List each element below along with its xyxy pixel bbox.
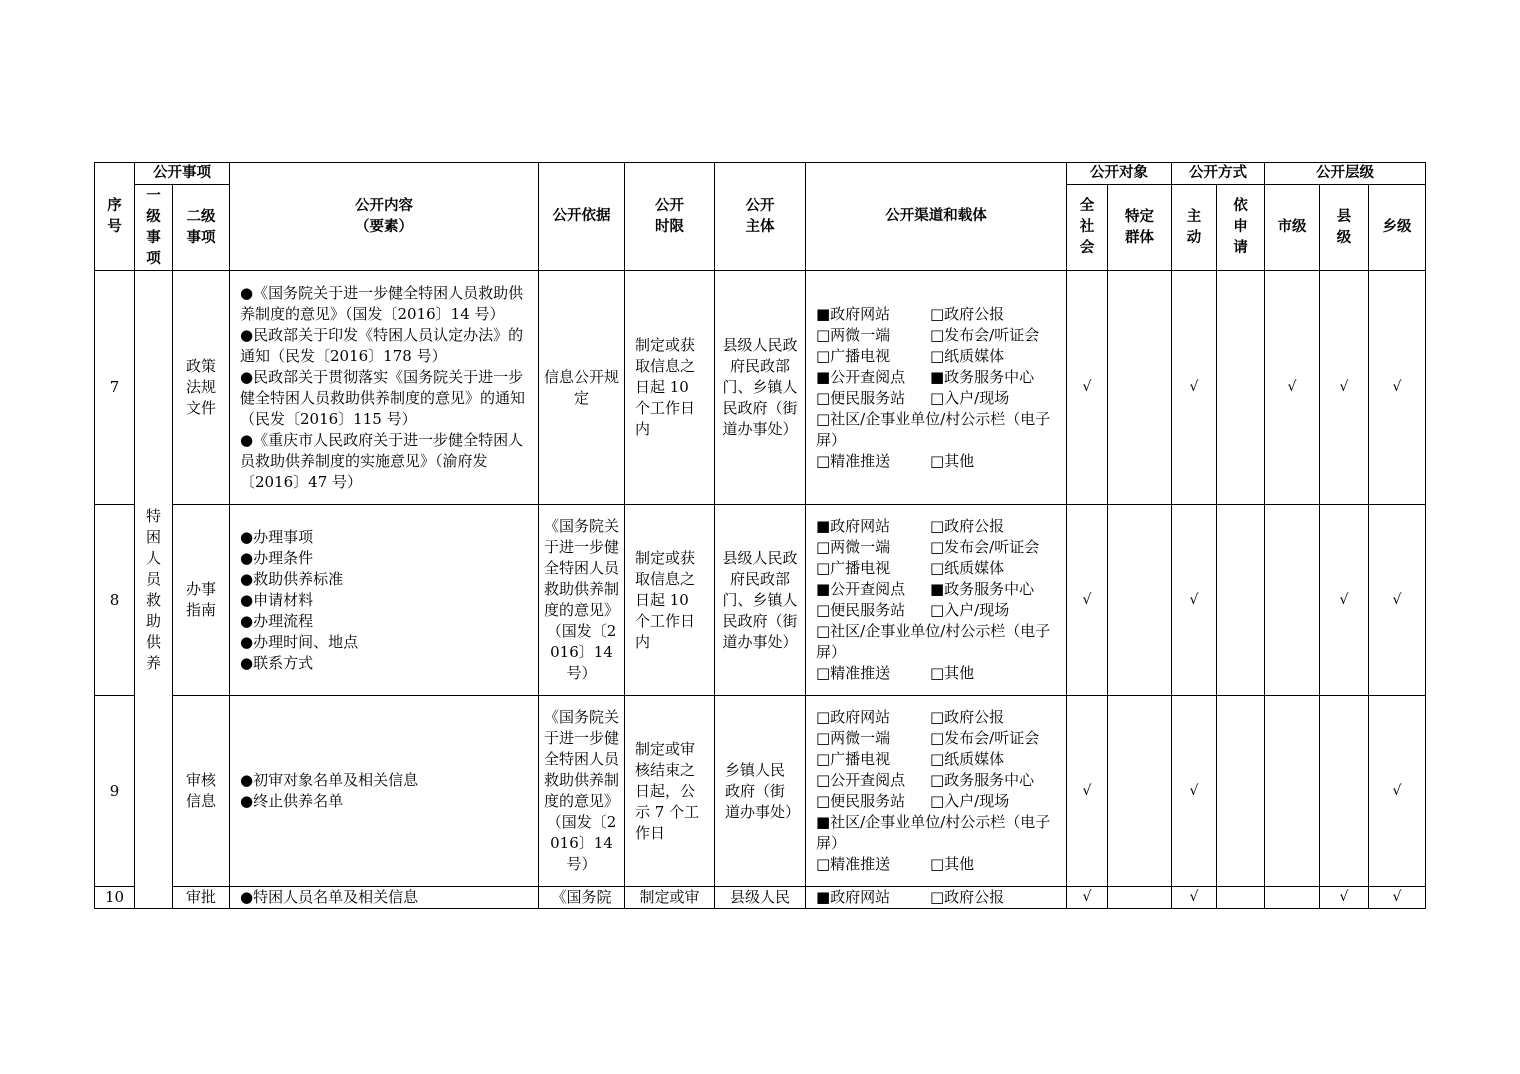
channel-item: ■政府网站 bbox=[816, 888, 891, 906]
content-item: ●办理条件 bbox=[240, 548, 314, 567]
channel-item: □政务服务中心 bbox=[930, 771, 1035, 789]
channel-item: □广播电视 bbox=[816, 559, 891, 577]
row-time-limit: 制定或审核结束之日起，公示 7 个工作日 bbox=[625, 696, 715, 887]
header-target-group: 公开对象 bbox=[1067, 163, 1172, 185]
row-channels bbox=[806, 887, 1067, 909]
content-item: ●办理时间、地点 bbox=[240, 632, 359, 651]
check-target-all: √ bbox=[1067, 505, 1108, 696]
channel-item: ■政务服务中心 bbox=[930, 367, 1035, 386]
channel-item: □两微一端 bbox=[816, 538, 891, 556]
channel-item: □便民服务站 bbox=[816, 792, 906, 810]
check-mode-active: √ bbox=[1172, 887, 1217, 909]
channel-item: □广播电视 bbox=[816, 346, 891, 365]
row-time-limit: 制定或获取信息之日起 10 个工作日内 bbox=[625, 271, 715, 505]
check-level-county: √ bbox=[1320, 271, 1369, 505]
check-level-city bbox=[1265, 887, 1320, 909]
channel-item: □两微一端 bbox=[816, 325, 891, 344]
check-level-county: √ bbox=[1320, 887, 1369, 909]
header-level2: 二级事项 bbox=[173, 185, 230, 271]
channel-item: □其他 bbox=[930, 664, 975, 682]
content-item: ●联系方式 bbox=[240, 653, 314, 672]
channel-item: □入户/现场 bbox=[930, 601, 1010, 619]
channel-item: □社区/企事业单位/村公示栏（电子屏） bbox=[816, 409, 1051, 449]
row-content bbox=[230, 505, 539, 696]
header-mode-request: 依申请 bbox=[1217, 185, 1265, 271]
check-mode-request bbox=[1217, 271, 1265, 505]
row-channels bbox=[806, 696, 1067, 887]
row-seq: 7 bbox=[95, 271, 135, 505]
check-mode-request bbox=[1217, 505, 1265, 696]
header-mode-active: 主动 bbox=[1172, 185, 1217, 271]
header-channel: 公开渠道和载体 bbox=[806, 163, 1067, 271]
channel-item: ■政府网站 bbox=[816, 517, 891, 535]
check-level-town: √ bbox=[1369, 696, 1426, 887]
channel-item: □公开查阅点 bbox=[816, 771, 906, 789]
check-target-all: √ bbox=[1067, 271, 1108, 505]
row-channels bbox=[806, 271, 1067, 505]
check-target-all: √ bbox=[1067, 887, 1108, 909]
header-level1: 一级事项 bbox=[135, 185, 173, 271]
header-level-city: 市级 bbox=[1265, 185, 1320, 271]
row-level2: 审批 bbox=[173, 887, 230, 909]
content-item: ●民政部关于印发《特困人员认定办法》的通知（民发〔2016〕178 号） bbox=[240, 325, 524, 365]
channel-item: □发布会/听证会 bbox=[930, 729, 1040, 747]
channel-item: □精准推送 bbox=[816, 664, 891, 682]
row-subject: 县级人民政府民政部门、乡镇人民政府（街道办事处） bbox=[715, 271, 806, 505]
channel-item: □政府公报 bbox=[930, 708, 1005, 726]
table-row bbox=[95, 887, 1426, 909]
check-level-town: √ bbox=[1369, 505, 1426, 696]
disclosure-table bbox=[94, 162, 1426, 909]
row-seq: 9 bbox=[95, 696, 135, 887]
table-row bbox=[95, 271, 1426, 505]
check-level-county: √ bbox=[1320, 505, 1369, 696]
channel-item: □便民服务站 bbox=[816, 601, 906, 619]
level1-item: 特困人员救助供养 bbox=[135, 271, 173, 909]
channel-item: □其他 bbox=[930, 855, 975, 873]
header-level-town: 乡级 bbox=[1369, 185, 1426, 271]
check-level-city: √ bbox=[1265, 271, 1320, 505]
content-item: ●民政部关于贯彻落实《国务院关于进一步健全特困人员救助供养制度的意见》的通知（民发〔2016〕115 号） bbox=[240, 367, 526, 428]
check-target-all: √ bbox=[1067, 696, 1108, 887]
row-time-limit: 制定或审 bbox=[625, 887, 715, 909]
row-level2: 政策法规文件 bbox=[173, 271, 230, 505]
channel-item: □政府公报 bbox=[930, 517, 1005, 535]
channel-item: ■政府网站 bbox=[816, 304, 891, 323]
row-content bbox=[230, 696, 539, 887]
header-item-group: 公开事项 bbox=[135, 163, 230, 185]
check-target-specific bbox=[1108, 887, 1172, 909]
channel-item: □精准推送 bbox=[816, 855, 891, 873]
channel-item: □两微一端 bbox=[816, 729, 891, 747]
row-time-limit: 制定或获取信息之日起 10 个工作日内 bbox=[625, 505, 715, 696]
channel-item: □政府公报 bbox=[930, 888, 1005, 906]
check-mode-active: √ bbox=[1172, 696, 1217, 887]
content-item: ●《国务院关于进一步健全特困人员救助供养制度的意见》（国发〔2016〕14 号） bbox=[240, 283, 524, 323]
channel-item: □政府公报 bbox=[930, 304, 1005, 323]
row-basis: 《国务院关于进一步健全特困人员救助供养制度的意见》（国发〔2016〕14 号） bbox=[539, 505, 625, 696]
header-target-specific: 特定群体 bbox=[1108, 185, 1172, 271]
header-target-all: 全社会 bbox=[1067, 185, 1108, 271]
channel-item: □社区/企事业单位/村公示栏（电子屏） bbox=[816, 622, 1051, 661]
row-subject: 县级人民 bbox=[715, 887, 806, 909]
header-subject: 公开主体 bbox=[715, 163, 806, 271]
channel-item: □其他 bbox=[930, 451, 975, 470]
header-time-limit: 公开时限 bbox=[625, 163, 715, 271]
content-item: ●办理事项 bbox=[240, 527, 314, 546]
header-level-county: 县级 bbox=[1320, 185, 1369, 271]
check-target-specific bbox=[1108, 271, 1172, 505]
channel-item: □精准推送 bbox=[816, 451, 891, 470]
check-level-town: √ bbox=[1369, 271, 1426, 505]
channel-item: □入户/现场 bbox=[930, 792, 1010, 810]
table-row bbox=[95, 505, 1426, 696]
header-level-group: 公开层级 bbox=[1265, 163, 1426, 185]
check-mode-active: √ bbox=[1172, 271, 1217, 505]
header-basis: 公开依据 bbox=[539, 163, 625, 271]
channel-item: □发布会/听证会 bbox=[930, 538, 1040, 556]
channel-item: □纸质媒体 bbox=[930, 559, 1005, 577]
channel-item: □政府网站 bbox=[816, 708, 891, 726]
channel-item: □纸质媒体 bbox=[930, 750, 1005, 768]
row-basis: 《国务院 bbox=[539, 887, 625, 909]
check-target-specific bbox=[1108, 505, 1172, 696]
channel-item: □便民服务站 bbox=[816, 388, 906, 407]
channel-item: □广播电视 bbox=[816, 750, 891, 768]
check-mode-active: √ bbox=[1172, 505, 1217, 696]
channel-item: ■公开查阅点 bbox=[816, 580, 906, 598]
channel-item: ■社区/企事业单位/村公示栏（电子屏） bbox=[816, 813, 1051, 852]
row-subject: 县级人民政府民政部门、乡镇人民政府（街道办事处） bbox=[715, 505, 806, 696]
header-seq: 序号 bbox=[95, 163, 135, 271]
row-subject: 乡镇人民政府（街道办事处） bbox=[715, 696, 806, 887]
channel-item: ■公开查阅点 bbox=[816, 367, 906, 386]
row-content bbox=[230, 271, 539, 505]
channel-item: □发布会/听证会 bbox=[930, 325, 1040, 344]
check-level-city bbox=[1265, 696, 1320, 887]
content-item: ●终止供养名单 bbox=[240, 792, 344, 810]
header-content: 公开内容 （要素） bbox=[230, 163, 539, 271]
row-seq: 8 bbox=[95, 505, 135, 696]
channel-item: ■政务服务中心 bbox=[930, 580, 1035, 598]
check-target-specific bbox=[1108, 696, 1172, 887]
content-item: ●申请材料 bbox=[240, 590, 314, 609]
row-content bbox=[230, 887, 539, 909]
channel-item: □纸质媒体 bbox=[930, 346, 1005, 365]
row-channels bbox=[806, 505, 1067, 696]
check-mode-request bbox=[1217, 696, 1265, 887]
header-mode-group: 公开方式 bbox=[1172, 163, 1265, 185]
content-item: ●初审对象名单及相关信息 bbox=[240, 771, 419, 789]
check-level-county bbox=[1320, 696, 1369, 887]
row-level2: 审核信息 bbox=[173, 696, 230, 887]
check-level-city bbox=[1265, 505, 1320, 696]
check-level-town: √ bbox=[1369, 887, 1426, 909]
content-item: ●办理流程 bbox=[240, 611, 314, 630]
content-item: ●《重庆市人民政府关于进一步健全特困人员救助供养制度的实施意见》（渝府发〔2016〕47 号） bbox=[240, 430, 524, 491]
row-basis: 信息公开规定 bbox=[539, 271, 625, 505]
content-item: ●特困人员名单及相关信息 bbox=[240, 888, 419, 906]
row-basis: 《国务院关于进一步健全特困人员救助供养制度的意见》（国发〔2016〕14 号） bbox=[539, 696, 625, 887]
row-level2: 办事指南 bbox=[173, 505, 230, 696]
check-mode-request bbox=[1217, 887, 1265, 909]
channel-item: □入户/现场 bbox=[930, 388, 1010, 407]
header-row-1 bbox=[95, 163, 1426, 185]
content-item: ●救助供养标准 bbox=[240, 569, 344, 588]
table-row bbox=[95, 696, 1426, 887]
row-seq: 10 bbox=[95, 887, 135, 909]
